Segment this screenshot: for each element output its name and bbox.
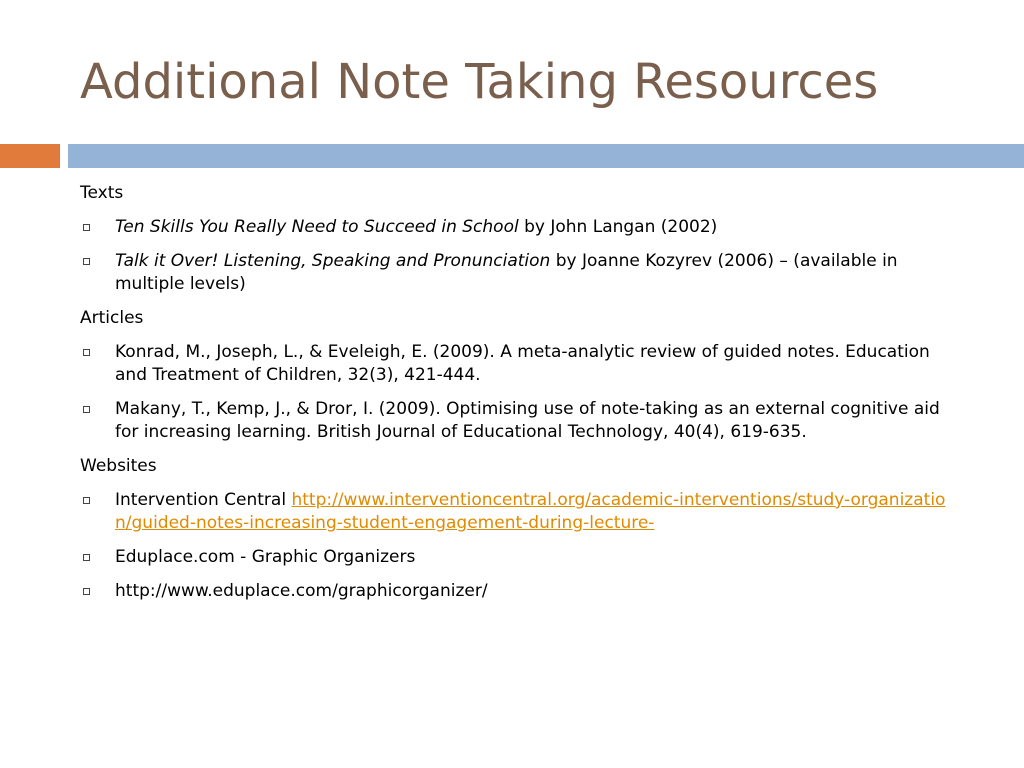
list-item	[80, 341, 960, 387]
list-item	[80, 546, 960, 569]
list-item	[80, 580, 960, 603]
book-title: Talk it Over! Listening, Speaking and Pronunciation	[115, 251, 551, 271]
square-bullet-icon	[83, 497, 90, 504]
square-bullet-icon	[83, 349, 90, 356]
square-bullet-icon	[83, 588, 90, 595]
texts-list	[80, 216, 960, 296]
accent-band-orange	[0, 144, 60, 168]
website-label: Eduplace.com - Graphic Organizers	[115, 547, 416, 567]
article-citation: Konrad, M., Joseph, L., & Eveleigh, E. (2009). A meta-analytic review of guided notes. Education and Treatment of Children, 32(3), 421-444.	[115, 342, 930, 385]
section-heading-articles: Articles	[80, 308, 144, 328]
list-item	[80, 250, 960, 296]
accent-band-blue	[68, 144, 1024, 168]
section-heading-texts: Texts	[80, 183, 124, 203]
articles-list	[80, 341, 960, 444]
article-citation: Makany, T., Kemp, J., & Dror, I. (2009). Optimising use of note-taking as an external cognitive aid for increasing learning. British Journal of Educational Technology, 40(4), 619-635.	[115, 399, 940, 442]
website-url: http://www.eduplace.com/graphicorganizer/	[115, 581, 488, 601]
list-item	[80, 398, 960, 444]
square-bullet-icon	[83, 258, 90, 265]
square-bullet-icon	[83, 554, 90, 561]
intervention-central-link[interactable]: http://www.interventioncentral.org/academic-interventions/study-organization/guided-notes-increasing-student-engagement-during-lecture-	[115, 490, 946, 533]
square-bullet-icon	[83, 406, 90, 413]
list-item	[80, 216, 960, 239]
book-author: by Joanne Kozyrev (2006) – (available in multiple levels)	[115, 251, 898, 294]
book-title: Ten Skills You Really Need to Succeed in School	[115, 217, 519, 237]
square-bullet-icon	[83, 224, 90, 231]
slide-title: Additional Note Taking Resources	[80, 54, 879, 110]
websites-list	[80, 489, 960, 603]
section-heading-websites: Websites	[80, 456, 157, 476]
slide-content	[80, 182, 960, 614]
list-item	[80, 489, 960, 535]
website-label: Intervention Central	[115, 490, 292, 510]
book-author: by John Langan (2002)	[518, 217, 718, 237]
